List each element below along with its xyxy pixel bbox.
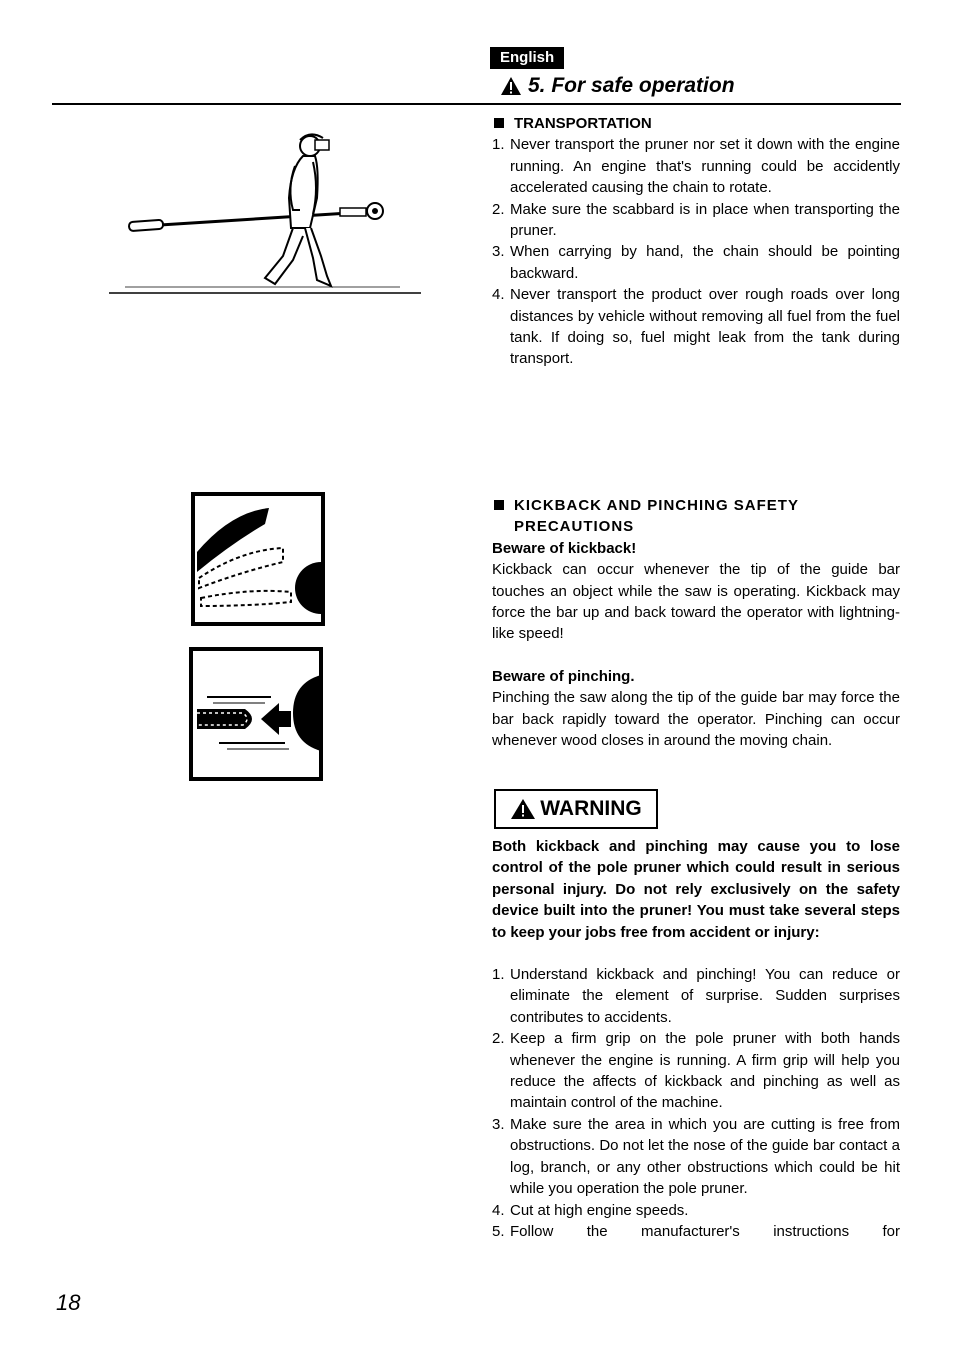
pinching-title: Beware of pinching. — [492, 667, 635, 685]
list-item: 1. Understand kickback and pinching! You can reduce or eliminate the element of surprise. Sudden surprises contributes to accidents. — [492, 966, 900, 1026]
list-item: 2. Make sure the scabbard is in place when transporting the pruner. — [492, 200, 900, 240]
list-item: 1. Never transport the pruner nor set it down with the engine running. An engine that's running could be accidently accelerated causing the chain to rotate. — [492, 136, 900, 197]
header-rule — [52, 103, 901, 105]
kickback-title: Beware of kickback! — [492, 539, 637, 557]
list-item: 2. Keep a firm grip on the pole pruner with both hands whenever the engine is running. A firm grip will help you reduce the affects of kickback and pinching as well as maintain control of the machine. — [492, 1030, 900, 1112]
warning-label-box — [494, 789, 658, 829]
language-tab: English — [490, 47, 564, 69]
warning-triangle-icon — [500, 76, 522, 96]
list-item: 3. When carrying by hand, the chain should be pointing backward. — [492, 243, 900, 282]
square-bullet-icon — [494, 118, 504, 128]
pinching-text: Pinching the saw along the tip of the guide bar may force the bar back rapidly toward the operator. Pinching can occur whenever wood closes in around the moving chain. — [492, 689, 900, 750]
warning-list — [492, 964, 900, 1242]
warning-text: Both kickback and pinching may cause you to lose control of the pole pruner which could result in serious personal injury. Do not rely exclusively on the safety device built into the pruner! You must take several steps to keep your jobs free from accident or injury: — [492, 838, 900, 941]
square-bullet-icon — [494, 500, 504, 510]
kickback-section — [492, 495, 900, 751]
page-number: 18 — [56, 1290, 81, 1315]
kickback-heading: KICKBACK AND PINCHING SAFETY PRECAUTIONS — [492, 495, 900, 538]
list-item: 5. Follow the manufacturer's instructions for — [492, 1222, 900, 1240]
section-title-text: 5. For safe operation — [528, 74, 735, 97]
list-item: 4. Cut at high engine speeds. — [492, 1201, 689, 1219]
warning-label: WARNING — [540, 797, 642, 820]
transportation-list — [492, 134, 900, 369]
list-item: 3. Make sure the area in which you are cutting is free from obstructions. Do not let the nose of the guide bar contact a log, branch, or any other obstructions which could be hit while you operation the pole pruner. — [492, 1115, 900, 1198]
transportation-section — [492, 113, 900, 370]
section-title — [500, 74, 735, 98]
kickback-text: Kickback can occur whenever the tip of the guide bar touches an object while the saw is operating. Kickback may force the bar up and back toward the operator with lightning-like speed! — [492, 561, 900, 643]
warning-triangle-icon — [510, 798, 536, 820]
carrying-pruner-illustration — [105, 128, 425, 298]
warning-section — [492, 836, 900, 1242]
pinching-illustration — [189, 647, 323, 781]
list-item: 4. Never transport the product over rough roads over long distances by vehicle without removing all fuel from the fuel tank. If doing so, fuel might leak from the tank during transport. — [492, 286, 900, 368]
kickback-illustration — [191, 492, 325, 626]
transportation-heading: TRANSPORTATION — [492, 113, 900, 134]
